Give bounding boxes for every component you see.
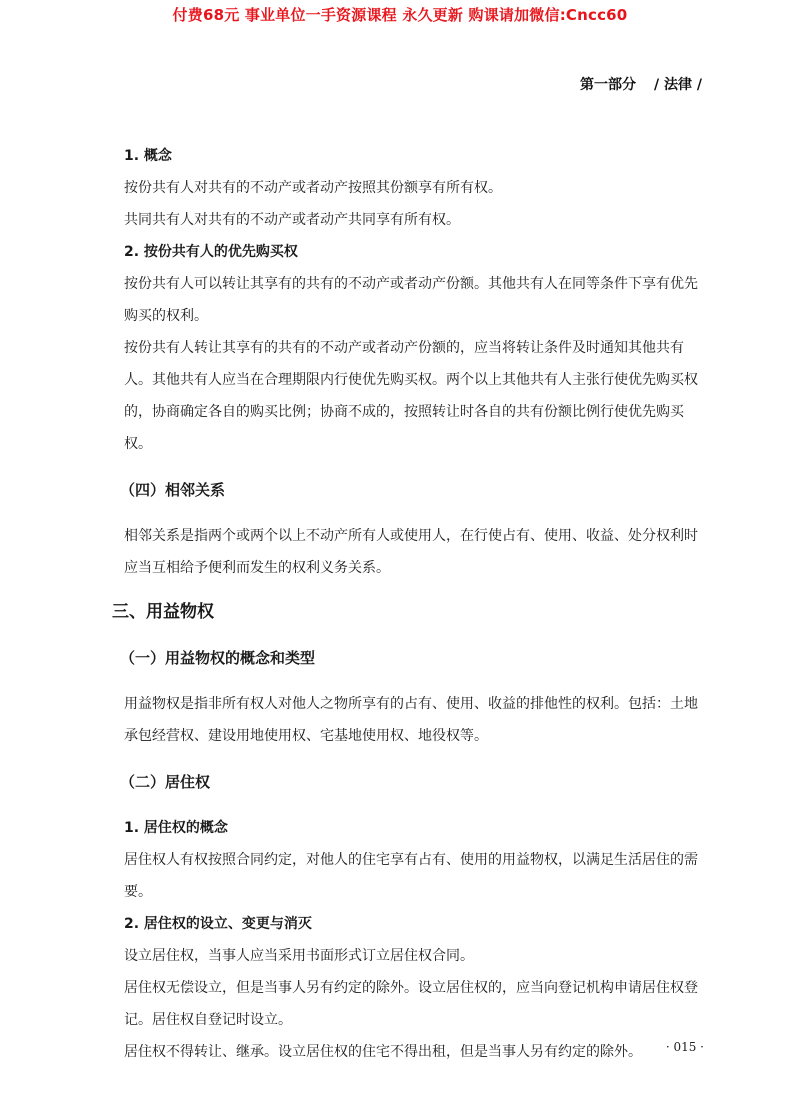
body-paragraph: 设立居住权，当事人应当采用书面形式订立居住权合同。	[124, 948, 474, 964]
chapter-heading: 三、用益物权	[112, 602, 214, 622]
running-head-section: / 法律 /	[654, 77, 702, 93]
body-paragraph: 按份共有人转让其享有的共有的不动产或者动产份额的，应当将转让条件及时通知其他共有人。其他共有人应当在合理期限内行使优先购买权。两个以上其他共有人主张行使优先购买权的，协商确定各自的购买比例；协商不成的，按照转让时各自的共有份额比例行使优先购买权。	[124, 340, 698, 452]
body-paragraph: 按份共有人可以转让其享有的共有的不动产或者动产份额。其他共有人在同等条件下享有优先购买的权利。	[124, 276, 698, 324]
subsection-heading: 2. 按份共有人的优先购买权	[124, 244, 298, 260]
page-body	[112, 140, 704, 1068]
body-paragraph: 按份共有人对共有的不动产或者动产按照其份额享有所有权。	[124, 180, 502, 196]
body-paragraph: 共同共有人对共有的不动产或者动产共同享有所有权。	[124, 212, 460, 228]
subsection-heading: 1. 概念	[124, 148, 172, 164]
body-paragraph: 相邻关系是指两个或两个以上不动产所有人或使用人，在行使占有、使用、收益、处分权利时应当互相给予便利而发生的权利义务关系。	[124, 528, 698, 576]
body-paragraph: 居住权不得转让、继承。设立居住权的住宅不得出租，但是当事人另有约定的除外。	[124, 1044, 642, 1060]
running-head	[580, 74, 706, 94]
section-heading: （二）居住权	[120, 773, 211, 791]
subsection-heading: 1. 居住权的概念	[124, 820, 228, 836]
section-heading: （一）用益物权的概念和类型	[120, 649, 316, 667]
subsection-heading: 2. 居住权的设立、变更与消灭	[124, 916, 312, 932]
watermark-banner: 付费68元 事业单位一手资源课程 永久更新 购课请加微信:Cncc60	[172, 6, 628, 24]
body-paragraph: 居住权无偿设立，但是当事人另有约定的除外。设立居住权的，应当向登记机构申请居住权登记。居住权自登记时设立。	[124, 980, 698, 1028]
body-paragraph: 居住权人有权按照合同约定，对他人的住宅享有占有、使用的用益物权，以满足生活居住的需要。	[124, 852, 698, 900]
running-head-part: 第一部分	[580, 77, 637, 93]
body-paragraph: 用益物权是指非所有权人对他人之物所享有的占有、使用、收益的排他性的权利。包括：土地承包经营权、建设用地使用权、宅基地使用权、地役权等。	[124, 696, 698, 744]
page-number: · 015 ·	[665, 1040, 704, 1054]
section-heading: （四）相邻关系	[120, 481, 226, 499]
